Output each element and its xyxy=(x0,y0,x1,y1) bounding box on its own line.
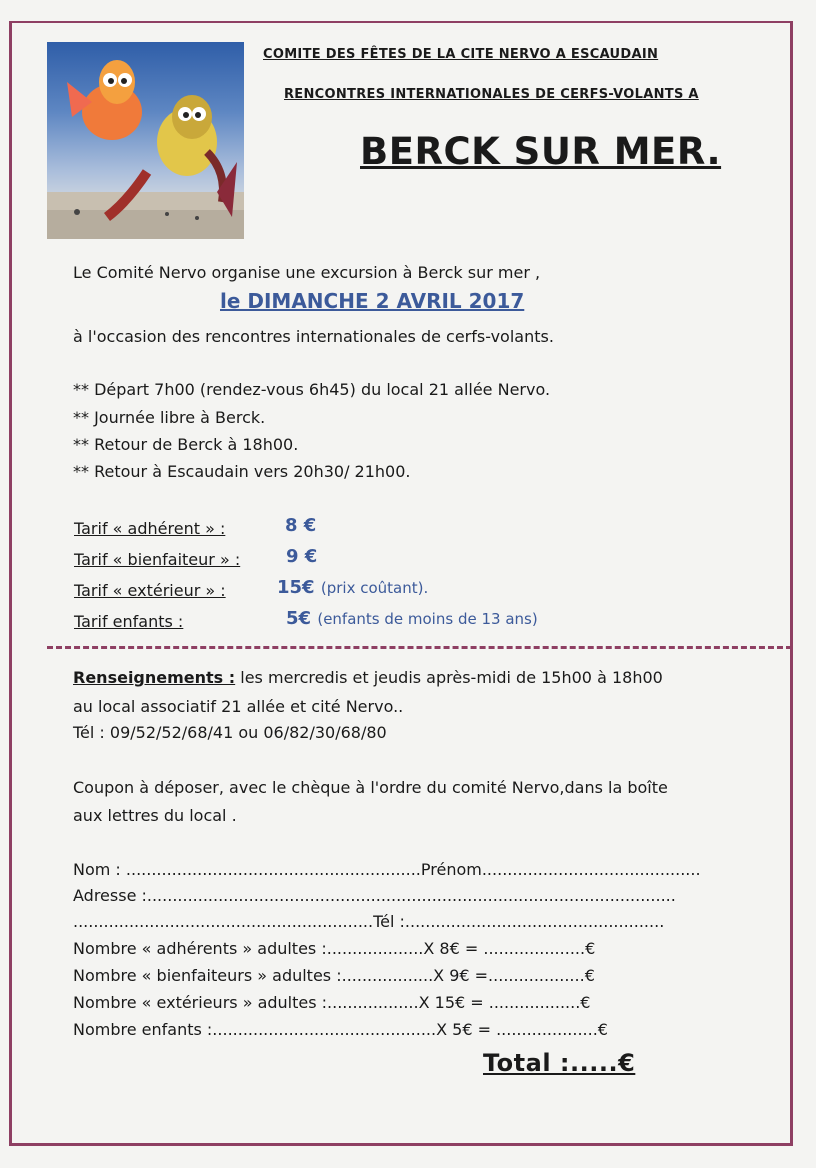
schedule-item: ** Journée libre à Berck. xyxy=(73,408,266,427)
form-bienfaiteurs-field[interactable]: Nombre « bienfaiteurs » adultes :..................X 9€ =...................€ xyxy=(73,966,595,985)
form-exterieurs-field[interactable]: Nombre « extérieurs » adultes :..................X 15€ = ..................€ xyxy=(73,993,591,1012)
tarif-price xyxy=(286,608,538,629)
info-phone: Tél : 09/52/52/68/41 ou 06/82/30/68/80 xyxy=(73,723,387,742)
total-field[interactable]: Total :.....€ xyxy=(483,1049,636,1077)
tarif-price-note: (prix coûtant). xyxy=(320,579,429,597)
tarif-label: Tarif « extérieur » : xyxy=(74,581,226,600)
form-phone-field[interactable]: ...........................................................Tél :................................................... xyxy=(73,912,665,931)
tarif-label: Tarif « bienfaiteur » : xyxy=(74,550,241,569)
tarif-price-note: (enfants de moins de 13 ans) xyxy=(317,610,538,628)
form-enfants-field[interactable]: Nombre enfants :............................................X 5€ = ....................€ xyxy=(73,1020,608,1039)
event-subtitle: RENCONTRES INTERNATIONALES DE CERFS-VOLANTS A xyxy=(284,87,699,102)
tarif-label: Tarif « adhérent » : xyxy=(74,519,226,538)
cut-line xyxy=(47,646,792,649)
form-adherents-field[interactable]: Nombre « adhérents » adultes :...................X 8€ = ....................€ xyxy=(73,939,596,958)
tarif-price-value: 5€ xyxy=(286,608,312,629)
schedule-item: ** Retour de Berck à 18h00. xyxy=(73,435,299,454)
form-name-field[interactable]: Nom : ..........................................................Prénom........................................... xyxy=(73,860,701,879)
kites-illustration xyxy=(47,42,244,239)
info-hours: les mercredis et jeudis après-midi de 15h00 à 18h00 xyxy=(240,668,663,687)
schedule-item: ** Retour à Escaudain vers 20h30/ 21h00. xyxy=(73,462,411,481)
kites-photo xyxy=(47,42,244,239)
form-address-field[interactable]: Adresse :........................................................................................................ xyxy=(73,886,676,905)
intro-line: Le Comité Nervo organise une excursion à Berck sur mer , xyxy=(73,263,541,282)
committee-title: COMITE DES FÊTES DE LA CITE NERVO A ESCAUDAIN xyxy=(263,47,659,62)
info-line xyxy=(73,668,663,687)
coupon-instructions: Coupon à déposer, avec le chèque à l'ordre du comité Nervo,dans la boîte xyxy=(73,778,668,797)
page-title: BERCK SUR MER. xyxy=(360,130,722,173)
event-date: le DIMANCHE 2 AVRIL 2017 xyxy=(220,289,525,313)
info-label: Renseignements : xyxy=(73,668,236,687)
tarif-price: 9 € xyxy=(286,546,318,567)
intro-occasion: à l'occasion des rencontres internationales de cerfs-volants. xyxy=(73,327,554,346)
tarif-label: Tarif enfants : xyxy=(74,612,184,631)
tarif-price xyxy=(277,577,428,598)
tarif-price-value: 15€ xyxy=(277,577,315,598)
coupon-instructions: aux lettres du local . xyxy=(73,806,237,825)
schedule-item: ** Départ 7h00 (rendez-vous 6h45) du local 21 allée Nervo. xyxy=(73,380,551,399)
info-address: au local associatif 21 allée et cité Nervo.. xyxy=(73,697,404,716)
tarif-price: 8 € xyxy=(285,515,317,536)
